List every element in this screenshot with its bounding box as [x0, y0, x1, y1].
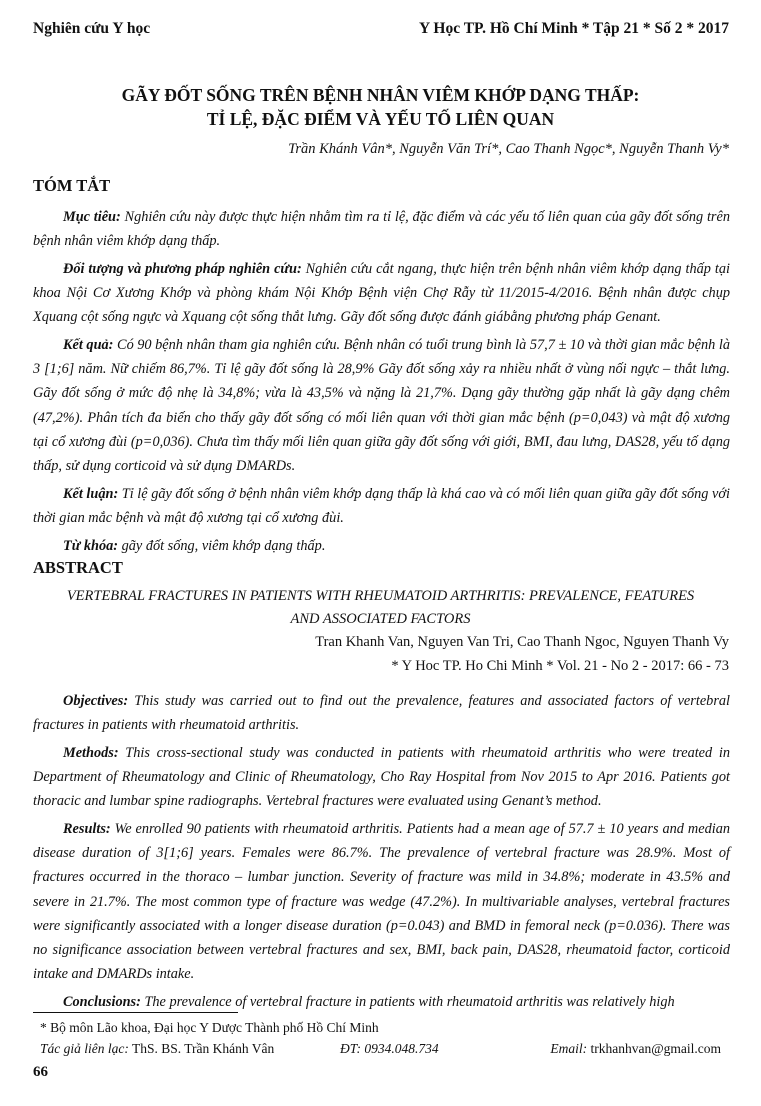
contact-phone: ĐT: 0934.048.734 [340, 1041, 439, 1056]
text: Có 90 bệnh nhân tham gia nghiên cứu. Bệnh nhân có tuổi trung bình là 57,7 ± 10 và thời gian mắc bệnh là 3 [1;6] năm. Nữ chiếm 86,7%. Tỉ lệ gãy đốt sống là 28,9% Gãy đốt sống xảy ra nhiều nhất ở vùng nối ngực – thắt lưng. Gãy đốt sống ở mức độ nhẹ là 34,8%; vừa là 43,5% và nặng là 21,7%. Dạng gãy thường gặp nhất là gãy dạng chêm (47,2%). Phân tích đa biến cho thấy gãy đốt sống có mối liên quan với thời gian mắc bệnh (p=0,043) và mật độ xương tại cổ xương đùi (p=0,036). Chưa tìm thấy mối liên quan giữa gãy đốt sống với giới, BMI, đau lưng, DAS28, yếu tố dạng thấp, sử dụng corticoid và sử dụng DMARDs. [33, 337, 731, 475]
running-header [33, 20, 729, 38]
paragraph-methods [33, 257, 730, 330]
text: Tỉ lệ gãy đốt sống ở bệnh nhân viêm khớp dạng thấp là khá cao và có mối liên quan giữa gãy đốt sống với thời gian mắc bệnh và mật độ xương tại cổ xương đùi. [33, 485, 730, 526]
paragraph-results [33, 817, 730, 986]
email-label: Email: [550, 1041, 588, 1056]
title-line-1: GÃY ĐỐT SỐNG TRÊN BỆNH NHÂN VIÊM KHỚP DẠNG THẤP: [121, 85, 640, 105]
text: gãy đốt sống, viêm khớp dạng thấp. [118, 537, 326, 554]
text: This cross-sectional study was conducted in patients with rheumatoid arthritis who were treated in Department of Rheumatology and Clinic of Rheumatology, Cho Ray Hospital from Nov 2015 to Apr 2016. Patients got thoracic and lumbar spine radiographs. Vertebral fractures were evaluated using Genant’s method. [33, 744, 730, 810]
label: Results: [63, 821, 111, 838]
authors-vietnamese: Trần Khánh Vân*, Nguyễn Văn Trí*, Cao Thanh Ngọc*, Nguyễn Thanh Vy* [288, 141, 729, 157]
label: Kết quả: [63, 337, 114, 354]
header-section: Nghiên cứu Y học [33, 20, 151, 37]
contact-name: ThS. BS. Trần Khánh Vân [128, 1041, 275, 1056]
header-journal: Y Học TP. Hồ Chí Minh * Tập 21 * Số 2 * 2017 [418, 20, 729, 37]
abstract-authors: Tran Khanh Van, Nguyen Van Tri, Cao Thanh Ngoc, Nguyen Thanh Vy [315, 634, 729, 650]
footnote-contact [40, 1041, 721, 1057]
paragraph-conclusions [33, 990, 730, 1014]
text: Nghiên cứu này được thực hiện nhằm tìm ra tỉ lệ, đặc điểm và các yếu tố liên quan của gãy đốt sống trên bệnh nhân viêm khớp dạng thấp. [33, 209, 730, 250]
paragraph-conclusion [33, 482, 730, 530]
footnote-affiliation: * Bộ môn Lão khoa, Đại học Y Dược Thành phố Hồ Chí Minh [40, 1020, 379, 1035]
text: We enrolled 90 patients with rheumatoid arthritis. Patients had a mean age of 57.7 ± 10 years and median disease duration of 3[1;6] years. Females were 86.7%. The prevalence of vertebral fracture was 28.9%. Most of fractures occurred in the thoraco – lumbar junction. Severity of fracture was mild in 34.8%; moderate in 43.5% and severe in 21.7%. The most common type of fracture was wedge (47.2%). In multivariable analyses, vertebral fractures were significantly associated with a longer disease duration (p=0.043) and BMD in femoral neck (p=0.036). There was no significance association between vertebral fractures and sex, BMI, back pain, DAS28, rheumatoid factor, corticoid intake and DMARDs intake. [33, 821, 730, 983]
text: This study was carried out to find out the prevalence, features and associated factors of vertebral fractures in patients with rheumatoid arthritis. [33, 693, 730, 734]
contact-label: Tác giả liên lạc: [40, 1041, 129, 1056]
page-number: 66 [33, 1064, 48, 1080]
tomtat-heading: TÓM TẮT [33, 176, 111, 195]
label: Objectives: [63, 693, 129, 709]
label: Mục tiêu: [63, 209, 121, 225]
paragraph-objectives [33, 689, 730, 737]
title-line-2: TỈ LỆ, ĐẶC ĐIỂM VÀ YẾU TỐ LIÊN QUAN [206, 109, 555, 129]
abstract-heading: ABSTRACT [33, 558, 123, 577]
article-title [0, 83, 761, 131]
paragraph-results [33, 333, 730, 478]
label: Methods: [63, 744, 119, 761]
label: Kết luận: [63, 485, 119, 502]
abstract-title: VERTEBRAL FRACTURES IN PATIENTS WITH RHEUMATOID ARTHRITIS: PREVALENCE, FEATURES AND ASSOCIATED FACTORS [66, 588, 695, 627]
tomtat-body [33, 205, 730, 561]
abstract-body [33, 689, 730, 1018]
footnote-divider [33, 1012, 238, 1013]
paragraph-keywords [33, 534, 730, 558]
text: Nghiên cứu cắt ngang, thực hiện trên bệnh nhân viêm khớp dạng thấp tại khoa Nội Cơ Xương Khớp và phòng khám Nội Khớp Bệnh viện Chợ Rẫy từ 11/2015-4/2016. Bệnh nhân được chụp Xquang cột sống ngực và Xquang cột sống thắt lưng. Gãy đốt sống được đánh giábằng phương pháp Genant. [33, 260, 730, 326]
contact-email: trkhanhvan@gmail.com [587, 1041, 721, 1056]
paragraph-objective [33, 205, 730, 253]
text: The prevalence of vertebral fracture in patients with rheumatoid arthritis was relatively high [140, 993, 675, 1010]
label: Conclusions: [63, 993, 141, 1010]
paragraph-methods [33, 741, 730, 814]
label: Từ khóa: [63, 537, 119, 554]
abstract-citation: * Y Hoc TP. Ho Chi Minh * Vol. 21 - No 2 - 2017: 66 - 73 [391, 658, 729, 674]
label: Đối tượng và phương pháp nghiên cứu: [63, 260, 302, 277]
